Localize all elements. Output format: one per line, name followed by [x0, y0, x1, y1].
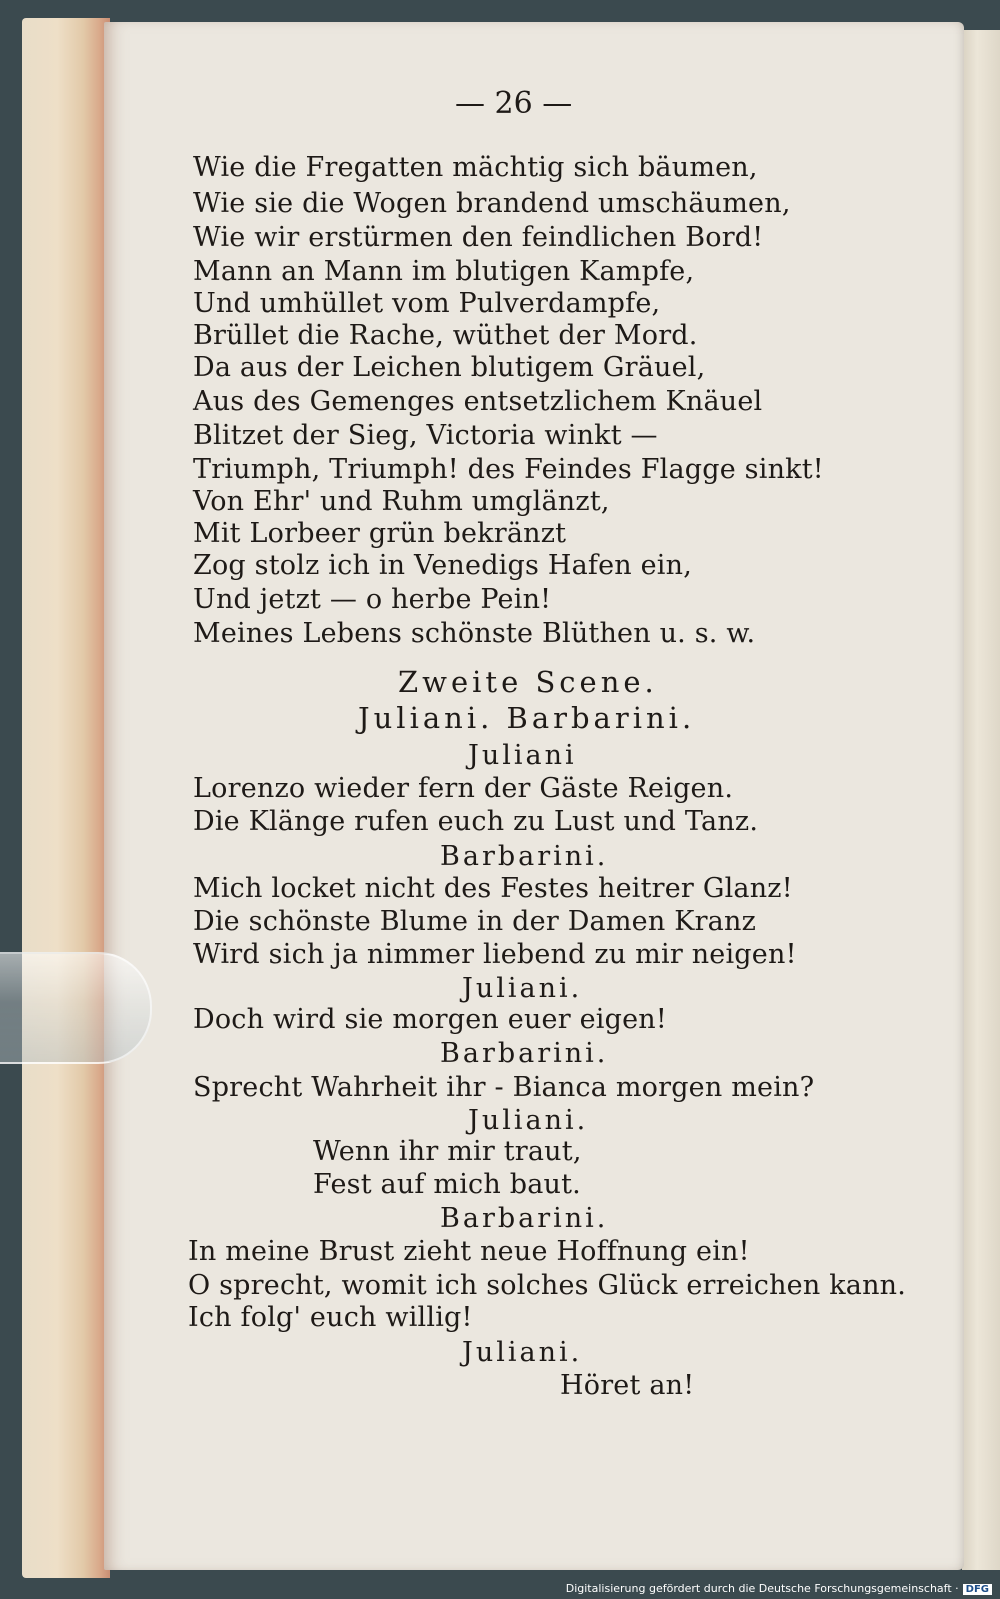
- verse-line: Meines Lebens schönste Blüthen u. s. w.: [193, 618, 756, 649]
- book-page-stack: [22, 18, 110, 1578]
- speaker-name: Juliani.: [462, 973, 583, 1004]
- scene-title: Zweite Scene.: [398, 665, 658, 699]
- dialogue-line: Doch wird sie morgen euer eigen!: [193, 1004, 667, 1035]
- verse-line: Mit Lorbeer grün bekränzt: [193, 518, 567, 549]
- verse-line: Triumph, Triumph! des Feindes Flagge sinkt!: [193, 454, 824, 485]
- speaker-name: Barbarini.: [440, 1203, 609, 1234]
- speaker-name: Juliani.: [462, 1337, 583, 1368]
- page-number: — 26 —: [455, 86, 573, 121]
- verse-line: Zog stolz ich in Venedigs Hafen ein,: [193, 550, 693, 581]
- dialogue-line: Mich locket nicht des Festes heitrer Glanz!: [193, 873, 793, 904]
- verse-line: Und jetzt — o herbe Pein!: [193, 584, 552, 615]
- digitization-credit: [566, 1582, 992, 1595]
- speaker-name: Barbarini.: [440, 841, 609, 872]
- verse-line: Und umhüllet vom Pulverdampfe,: [193, 288, 661, 319]
- dialogue-line: Ich folg' euch willig!: [188, 1302, 473, 1333]
- verse-line: Da aus der Leichen blutigem Gräuel,: [193, 352, 706, 383]
- dialogue-line: Sprecht Wahrheit ihr - Bianca morgen mein?: [193, 1072, 815, 1103]
- dialogue-line: In meine Brust zieht neue Hoffnung ein!: [188, 1236, 750, 1267]
- dialogue-line: Wird sich ja nimmer liebend zu mir neigen!: [193, 939, 797, 970]
- dialogue-line: Fest auf mich baut.: [313, 1169, 581, 1200]
- verse-line: Wie wir erstürmen den feindlichen Bord!: [193, 222, 764, 253]
- verse-line: Brüllet die Rache, wüthet der Mord.: [193, 320, 698, 351]
- speaker-name: Juliani: [468, 740, 577, 771]
- glass-page-weight: [0, 952, 152, 1064]
- credit-text: Digitalisierung gefördert durch die Deutsche Forschungsgemeinschaft ·: [565, 1582, 959, 1595]
- dfg-logo: DFG: [963, 1584, 992, 1595]
- dialogue-line: Die schönste Blume in der Damen Kranz: [193, 906, 756, 937]
- verse-line: Blitzet der Sieg, Victoria winkt —: [193, 420, 658, 451]
- speaker-name: Barbarini.: [440, 1038, 609, 1069]
- verse-line: Mann an Mann im blutigen Kampfe,: [193, 256, 695, 287]
- dialogue-line: O sprecht, womit ich solches Glück erreichen kann.: [188, 1270, 907, 1301]
- dialogue-line: Höret an!: [560, 1370, 695, 1401]
- verse-line: Von Ehr' und Ruhm umglänzt,: [193, 486, 610, 517]
- scene-characters: Juliani. Barbarini.: [358, 701, 696, 735]
- verse-line: Wie die Fregatten mächtig sich bäumen,: [193, 152, 758, 183]
- verse-line: Aus des Gemenges entsetzlichem Knäuel: [193, 386, 763, 417]
- dialogue-line: Lorenzo wieder fern der Gäste Reigen.: [193, 773, 734, 804]
- dialogue-line: Die Klänge rufen euch zu Lust und Tanz.: [193, 806, 759, 837]
- verse-line: Wie sie die Wogen brandend umschäumen,: [193, 188, 791, 219]
- adjacent-page-edge: [962, 30, 1000, 1570]
- speaker-name: Juliani.: [468, 1105, 589, 1136]
- dialogue-line: Wenn ihr mir traut,: [313, 1136, 582, 1167]
